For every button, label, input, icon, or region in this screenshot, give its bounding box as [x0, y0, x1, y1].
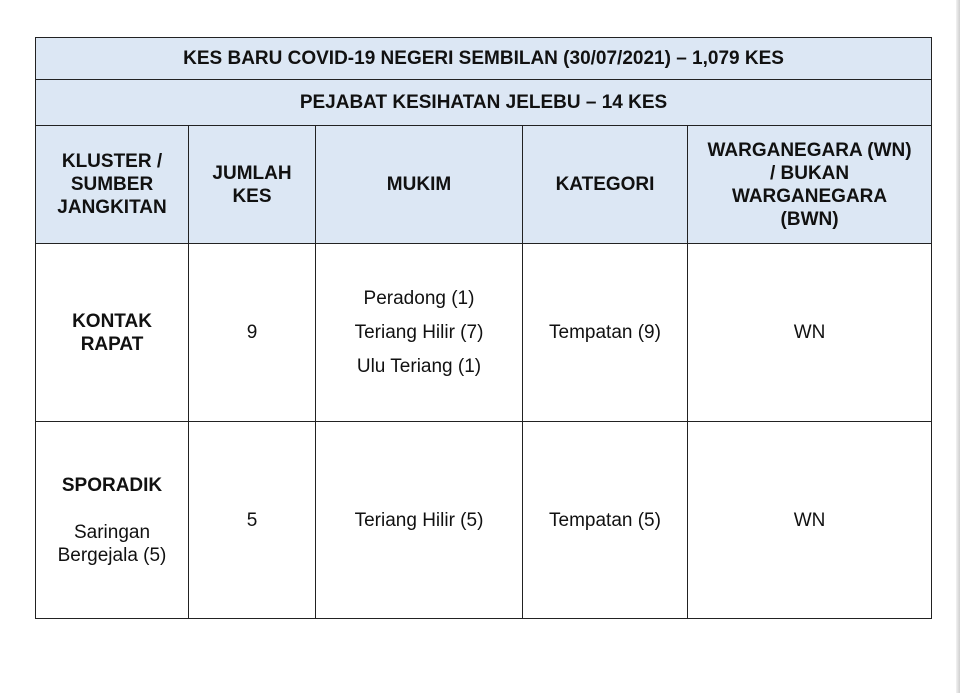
mukim-cell: Peradong (1) Teriang Hilir (7) Ulu Teriang (1): [316, 244, 523, 422]
table-title: KES BARU COVID-19 NEGERI SEMBILAN (30/07/2021) – 1,079 KES: [36, 38, 932, 80]
cases-cell: 5: [189, 422, 316, 619]
header-cluster: KLUSTER / SUMBER JANGKITAN: [36, 126, 189, 244]
category-cell: Tempatan (9): [523, 244, 688, 422]
table-row: [36, 422, 932, 619]
cluster-cell: KONTAK RAPAT: [36, 244, 189, 422]
title-row: [36, 38, 932, 80]
column-header-row: [36, 126, 932, 244]
page-edge-shadow: [956, 0, 960, 693]
cases-cell: 9: [189, 244, 316, 422]
category-cell: Tempatan (5): [523, 422, 688, 619]
citizenship-cell: WN: [688, 422, 932, 619]
covid-cases-table: [35, 37, 932, 619]
mukim-cell: Teriang Hilir (5): [316, 422, 523, 619]
table-subtitle: PEJABAT KESIHATAN JELEBU – 14 KES: [36, 80, 932, 126]
cluster-cell: SPORADIK Saringan Bergejala (5): [36, 422, 189, 619]
header-cases: JUMLAH KES: [189, 126, 316, 244]
header-category: KATEGORI: [523, 126, 688, 244]
citizenship-cell: WN: [688, 244, 932, 422]
table-row: [36, 244, 932, 422]
header-citizenship: WARGANEGARA (WN) / BUKAN WARGANEGARA (BWN): [688, 126, 932, 244]
subtitle-row: [36, 80, 932, 126]
header-mukim: MUKIM: [316, 126, 523, 244]
